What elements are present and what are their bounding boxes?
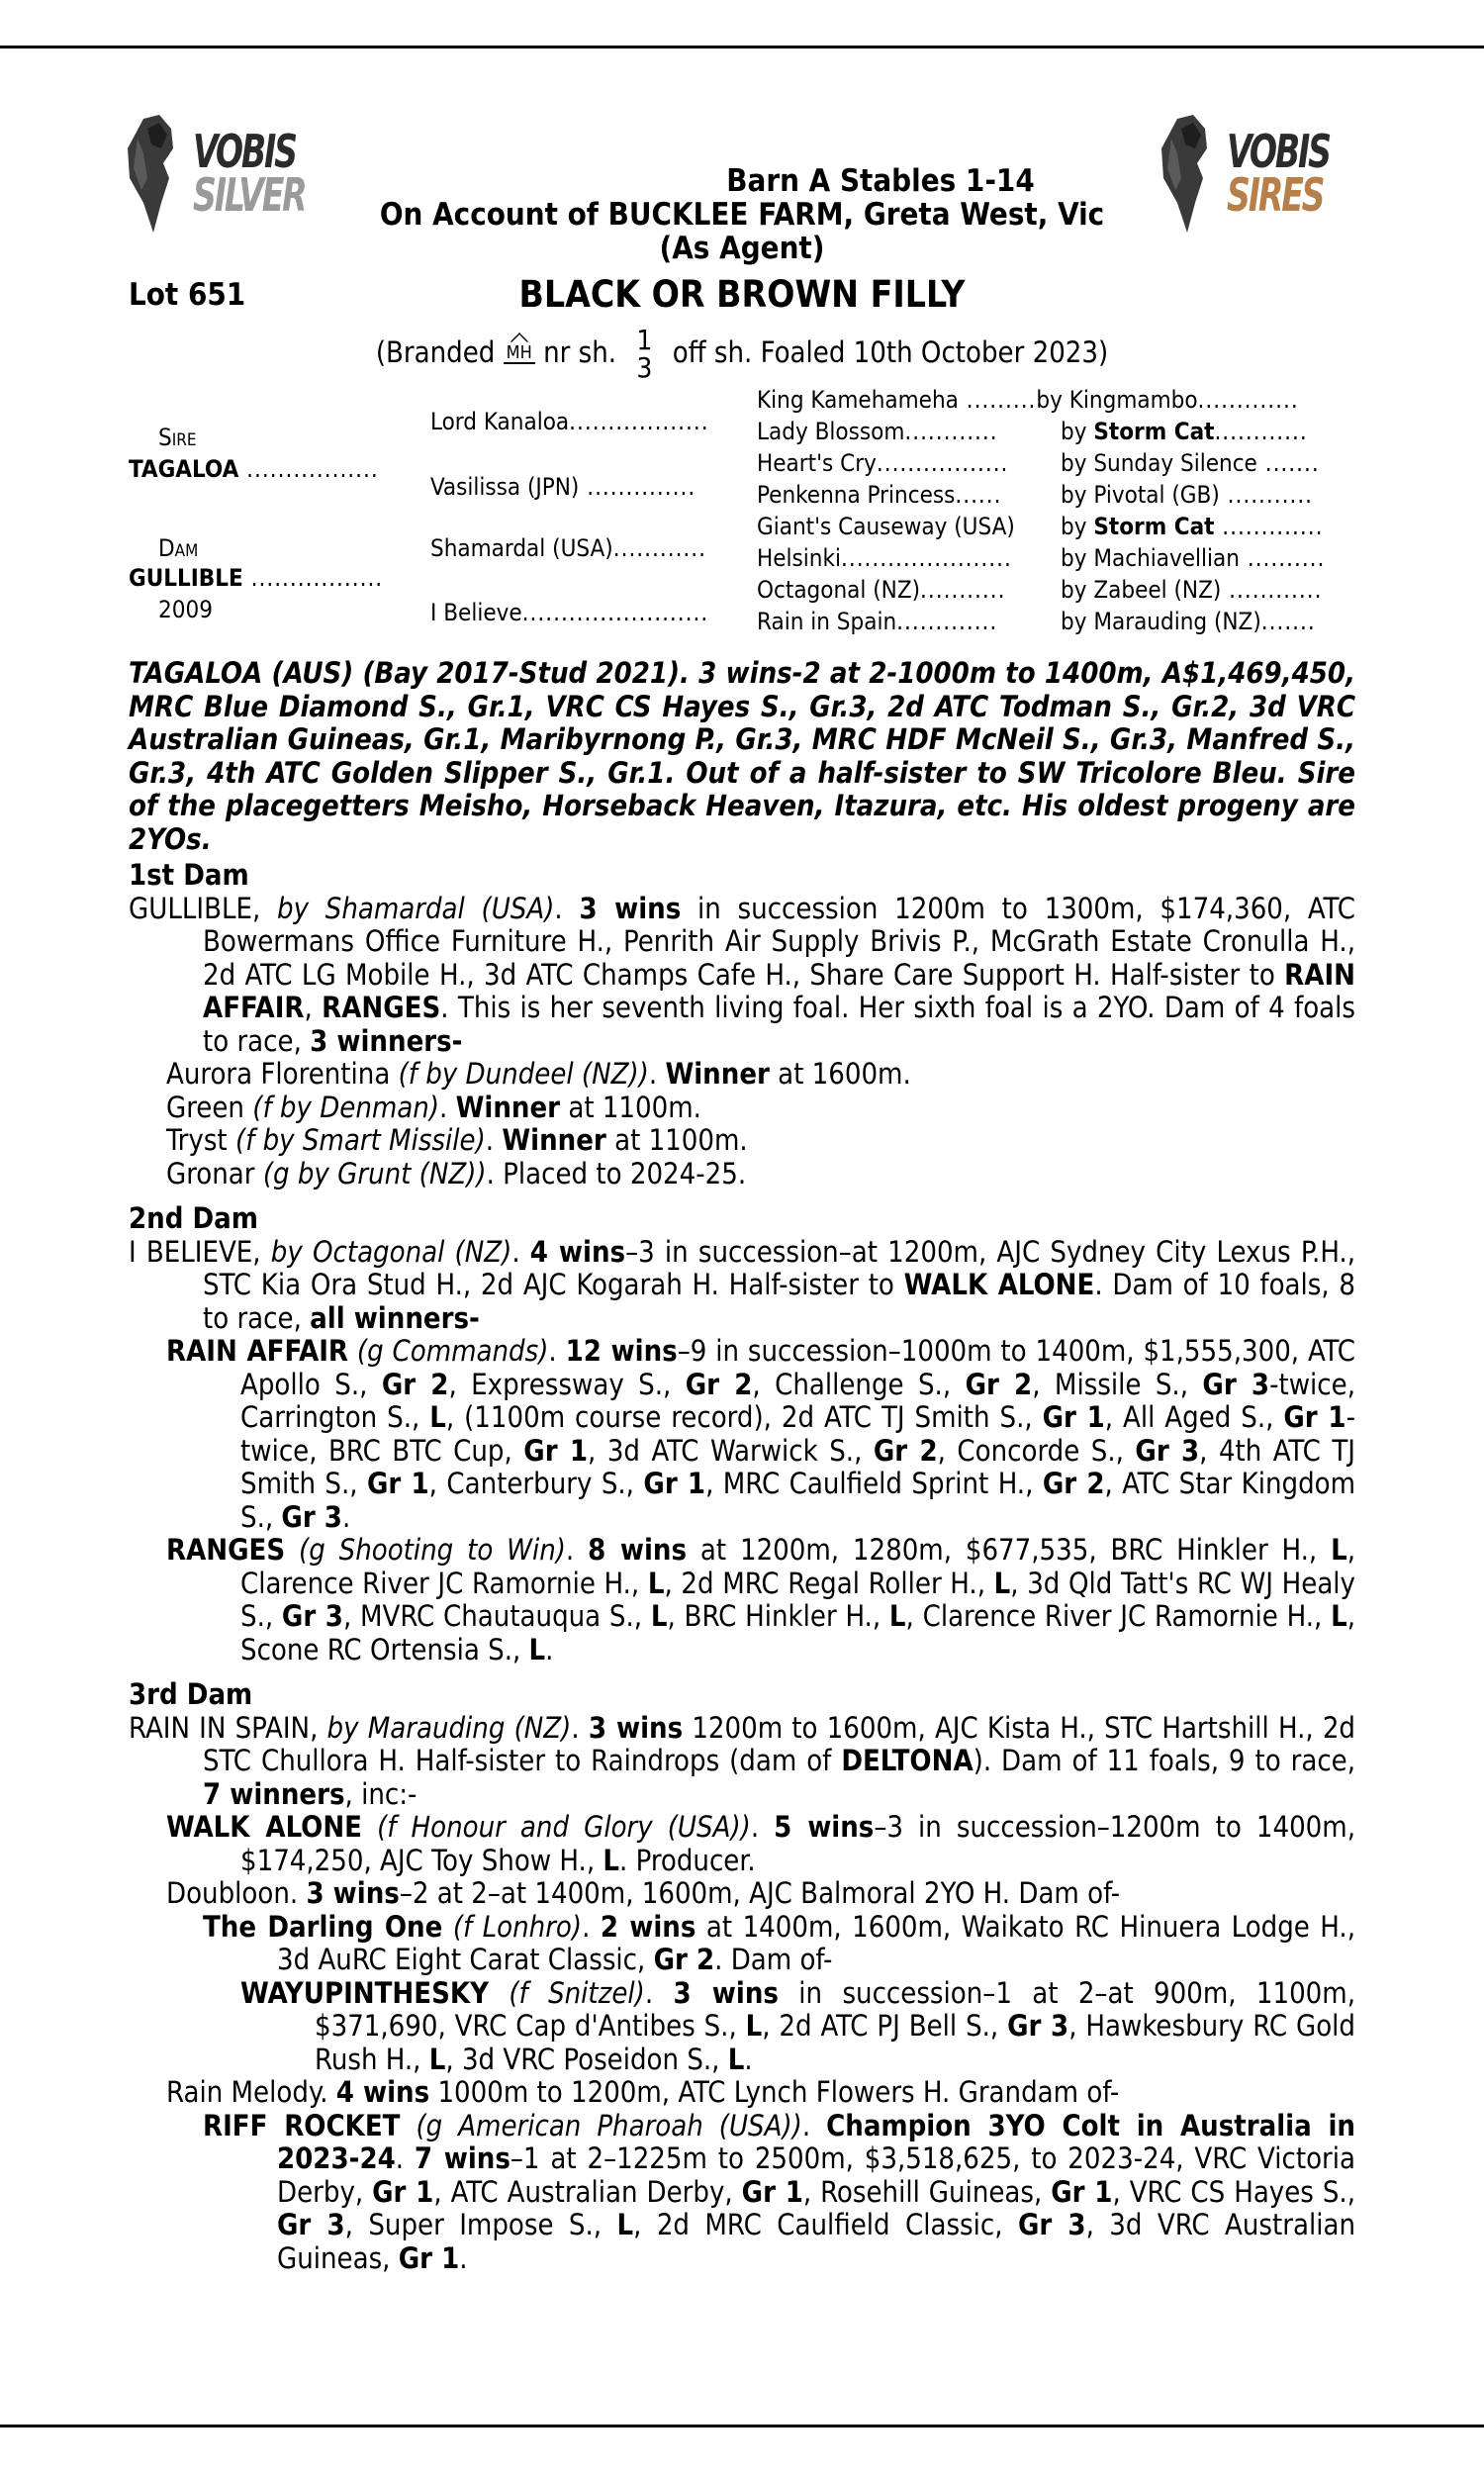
fraction-denominator: 3	[636, 351, 653, 384]
agent-note: (As Agent)	[659, 231, 825, 266]
progeny-ranges: RANGES (g Shooting to Win). 8 wins at 1200m, 1280m, $677,535, BRC Hinkler H., L, Clarence River JC Ramornie H., L, 2d MRC Regal Roller H., L, 3d Qld Tatt's RC WJ Healy S., Gr 3, MVRC Chautauqua S., L, BRC Hinkler H., L, Clarence River JC Ramornie H., L, Scone RC Ortensia S., L.	[166, 1533, 1356, 1666]
dam-name-cell: GULLIBLE .................	[129, 564, 384, 592]
pedigree-gen2-2: Shamardal (USA)............	[430, 534, 706, 562]
brand-mid: nr sh.	[543, 335, 617, 369]
sire-label: Sire	[158, 424, 197, 451]
pedigree-gen3-1: Lady Blossom............	[757, 418, 998, 445]
pedigree-gen3-7: Rain in Spain.............	[757, 608, 998, 635]
pedigree-gen3-2-sire: by Sunday Silence .......	[1061, 449, 1320, 477]
pedigree-gen3-1-sire: by Storm Cat............	[1061, 418, 1308, 445]
brand-suffix: off sh. Foaled 10th October 2023)	[672, 335, 1109, 369]
sire-name-cell: TAGALOA .................	[129, 455, 379, 483]
fraction-numerator: 1	[636, 324, 653, 356]
progeny-walk-alone: WALK ALONE (f Honour and Glory (USA)). 5 wins–3 in succession–1200m to 1400m, $174,250, AJC Toy Show H., L. Producer.	[166, 1810, 1355, 1877]
foal-item: Tryst (f by Smart Missile). Winner at 1100m.	[166, 1123, 748, 1157]
pedigree-table	[0, 386, 1484, 648]
dam-year: 2009	[158, 596, 213, 623]
logo-word-vobis: VOBIS	[1227, 125, 1330, 178]
dam-label: Dam	[158, 534, 199, 562]
brand-line	[0, 324, 1484, 384]
dam-sections	[129, 847, 1355, 2275]
logo-word-sires: SIRES	[1227, 168, 1324, 222]
barn-location: Barn A Stables 1-14	[726, 163, 1035, 199]
first-dam-entry: GULLIBLE, by Shamardal (USA). 3 wins in succession 1200m to 1300m, $174,360, ATC Bowermans Office Furniture H., Penrith Air Supply Brivis P., McGrath Estate Cronulla H., 2d ATC LG Mobile H., 3d ATC Champs Cafe H., Share Care Support H. Half-sister to RAIN AFFAIR, RANGES. This is her seventh living foal. Her sixth foal is a 2YO. Dam of 4 foals to race, 3 winners-	[129, 891, 1355, 1058]
first-dam-title: 1st Dam	[129, 858, 249, 892]
lot-number: Lot 651	[129, 277, 246, 313]
pedigree-gen3-2: Heart's Cry.................	[757, 449, 1009, 477]
pedigree-gen3-4-sire: by Storm Cat .............	[1061, 513, 1324, 540]
second-dam-entry: I BELIEVE, by Octagonal (NZ). 4 wins–3 in succession–at 1200m, AJC Sydney City Lexus P.H., STC Kia Ora Stud H., 2d AJC Kogarah H. Half-sister to WALK ALONE. Dam of 10 foals, 8 to race, all winners-	[129, 1234, 1356, 1335]
pedigree-gen2-1: Vasilissa (JPN) ..............	[430, 473, 696, 501]
second-dam-title: 2nd Dam	[129, 1201, 258, 1235]
vendor-account: On Account of BUCKLEE FARM, Greta West, Vic	[379, 197, 1105, 233]
pedigree-gen3-5-sire: by Machiavellian ..........	[1061, 544, 1326, 572]
progeny-rain-melody: Rain Melody. 4 wins 1000m to 1200m, ATC Lynch Flowers H. Grandam of-	[166, 2075, 1120, 2109]
progeny-doubloon: Doubloon. 3 wins–2 at 2–at 1400m, 1600m, AJC Balmoral 2YO H. Dam of-	[166, 1876, 1121, 1910]
logo-word-silver: SILVER	[193, 168, 306, 222]
foal-item: Gronar (g by Grunt (NZ)). Placed to 2024-25.	[166, 1156, 747, 1190]
lot-title: BLACK OR BROWN FILLY	[518, 273, 966, 316]
progeny-wayupinthesky: WAYUPINTHESKY (f Snitzel). 3 wins in succession–1 at 2–at 900m, 1100m, $371,690, VRC Cap d'Antibes S., L, 2d ATC PJ Bell S., Gr 3, Hawkesbury RC Gold Rush H., L, 3d VRC Poseidon S., L.	[240, 1975, 1356, 2076]
pedigree-gen3-7-sire: by Marauding (NZ).......	[1061, 608, 1316, 635]
dam-name: GULLIBLE	[129, 564, 243, 592]
brand-mark-icon: MH	[504, 344, 535, 364]
foal-item: Green (f by Denman). Winner at 1100m.	[166, 1090, 701, 1124]
pedigree-gen3-3-sire: by Pivotal (GB) ...........	[1061, 481, 1314, 509]
logo-word-vobis: VOBIS	[193, 125, 296, 178]
brand-prefix: (Branded	[375, 335, 496, 369]
progeny-rain-affair: RAIN AFFAIR (g Commands). 12 wins–9 in succession–1000m to 1400m, $1,555,300, ATC Apollo S., Gr 2, Expressway S., Gr 2, Challenge S., Gr 2, Missile S., Gr 3-twice, Carrington S., L, (1100m course record), 2d ATC TJ Smith S., Gr 1, All Aged S., Gr 1-twice, BRC BTC Cup, Gr 1, 3d ATC Warwick S., Gr 2, Concorde S., Gr 3, 4th ATC TJ Smith S., Gr 1, Canterbury S., Gr 1, MRC Caulfield Sprint H., Gr 2, ATC Star Kingdom S., Gr 3.	[166, 1334, 1356, 1534]
foal-item: Aurora Florentina (f by Dundeel (NZ)). Winner at 1600m.	[166, 1057, 911, 1091]
pedigree-gen3-3: Penkenna Princess......	[757, 481, 1002, 509]
progeny-the-darling-one: The Darling One (f Lonhro). 2 wins at 1400m, 1600m, Waikato RC Hinuera Lodge H., 3d AuRC Eight Carat Classic, Gr 2. Dam of-	[203, 1909, 1355, 1976]
progeny-riff-rocket: RIFF ROCKET (g American Pharoah (USA)). Champion 3YO Colt in Australia in 2023-24. 7 wins–1 at 2–1225m to 2500m, $3,518,625, to 2023-24, VRC Victoria Derby, Gr 1, ATC Australian Derby, Gr 1, Rosehill Guineas, Gr 1, VRC CS Hayes S., Gr 3, Super Impose S., L, 2d MRC Caulfield Classic, Gr 3, 3d VRC Australian Guineas, Gr 1.	[203, 2108, 1355, 2275]
third-dam-title: 3rd Dam	[129, 1677, 253, 1711]
bottom-rule	[0, 2425, 1484, 2427]
sire-name: TAGALOA	[129, 455, 239, 483]
third-dam-entry: RAIN IN SPAIN, by Marauding (NZ). 3 wins 1200m to 1600m, AJC Kista H., STC Hartshill H., 2d STC Chullora H. Half-sister to Raindrops (dam of DELTONA). Dam of 11 foals, 9 to race, 7 winners, inc:-	[129, 1710, 1355, 1811]
pedigree-gen3-6-sire: by Zabeel (NZ) ............	[1061, 576, 1323, 604]
top-rule	[0, 46, 1484, 48]
pedigree-gen3-5: Helsinki......................	[757, 544, 1012, 572]
sire-summary: TAGALOA (AUS) (Bay 2017-Stud 2021). 3 wins-2 at 2-1000m to 1400m, A$1,469,450, MRC Blue Diamond S., Gr.1, VRC CS Hayes S., Gr.3, 2d ATC Todman S., Gr.2, 3d VRC Australian Guineas, Gr.1, Maribyrnong P., Gr.3, MRC HDF McNeil S., Gr.3, Manfred S., Gr.3, 4th ATC Golden Slipper S., Gr.1. Out of a half-sister to SW Tricolore Bleu. Sire of the placegetters Meisho, Horseback Heaven, Itazura, etc. His oldest progeny are 2YOs.	[129, 656, 1355, 856]
brand-fraction	[636, 324, 653, 384]
pedigree-gen2-0: Lord Kanaloa..................	[430, 408, 709, 435]
pedigree-gen2-3: I Believe........................	[430, 599, 709, 626]
pedigree-gen3-0: King Kamehameha .........by Kingmambo.............	[757, 386, 1299, 414]
pedigree-gen3-4: Giant's Causeway (USA)	[757, 513, 1015, 540]
pedigree-gen3-6: Octagonal (NZ)...........	[757, 576, 1006, 604]
